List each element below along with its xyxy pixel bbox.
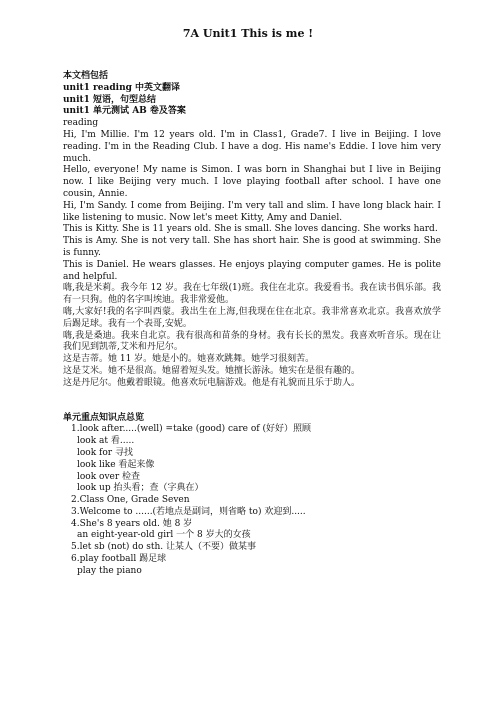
contents-item: unit1 单元测试 AB 卷及答案 — [63, 106, 186, 117]
summary-item: 6.play football 踢足球 — [71, 554, 167, 565]
reading-paragraph-en: Hi, I'm Millie. I'm 12 years old. I'm in Class1, Grade7. I live in Beijing. I love reading. I'm in the Reading Club. I have a dog. His name's Eddie. I love him very much. — [63, 129, 441, 164]
contents-header: 本文档包括 — [63, 71, 109, 81]
reading-paragraph-zh: 嗨,大家好!我的名字叫西蒙。我出生在上海,但我现在住在北京。我非常喜欢北京。我喜欢放学后踢足球。我有一个表哥,安妮。 — [63, 306, 441, 329]
section-spacer — [63, 390, 441, 413]
reading-paragraph-zh: 嗨,我是米莉。我今年 12 岁。我在七年级(1)班。我住在北京。我爱看书。我在读书俱乐部。我有一只狗。他的名字叫埃迪。我非常爱他。 — [63, 283, 441, 306]
reading-paragraph-en: This is Kitty. She is 11 years old. She is small. She loves dancing. She works hard. — [63, 224, 438, 235]
summary-item: 5.let sb (not) do sth. 让某人（不要）做某事 — [71, 542, 257, 553]
summary-item: 1.look after.....(well) =take (good) care of (好好）照顾 — [71, 424, 311, 435]
summary-item: 4.She's 8 years old. 她 8 岁 — [71, 518, 193, 529]
summary-item: play the piano — [77, 565, 142, 576]
summary-item: look for 寻找 — [77, 447, 133, 458]
document-title: 7A Unit1 This is me ! — [182, 27, 314, 40]
reading-paragraph-en: Hello, everyone! My name is Simon. I was born in Shanghai but I live in Beijing now. I like Beijing very much. I love playing football after school. I have one cousin, Annie. — [63, 165, 441, 199]
summary-item: 3.Welcome to ......(若地点是副词，则省略 to) 欢迎到..... — [71, 506, 306, 517]
summary-item: an eight-year-old girl 一个 8 岁大的女孩 — [77, 530, 251, 541]
reading-paragraph-zh: 这是吉蒂。她 11 岁。她是小的。她喜欢跳舞。她学习很刻苦。 — [63, 354, 315, 365]
summary-item: look over 检查 — [77, 471, 141, 482]
summary-item: look at 看..... — [77, 436, 135, 447]
reading-paragraph-en: This is Daniel. He wears glasses. He enjoys playing computer games. He is polite and helpful. — [63, 259, 441, 282]
summary-header: 单元重点知识点总览 — [63, 412, 145, 423]
reading-paragraph-en: This is Amy. She is not very tall. She has short hair. She is good at swimming. She is funny. — [63, 236, 441, 258]
reading-paragraph-en: Hi, I'm Sandy. I come from Beijing. I'm very tall and slim. I have long black hair. I like listening to music. Now let's meet Kitty, Amy and Daniel. — [63, 200, 441, 223]
contents-item: unit1 reading 中英文翻译 — [63, 82, 181, 93]
reading-paragraph-zh: 嗨,我是桑迪。我来自北京。我有很高和苗条的身材。我有长长的黑发。我喜欢听音乐。现在让我们见到凯蒂,艾米和丹尼尔。 — [63, 330, 441, 353]
reading-label: reading — [63, 118, 99, 129]
reading-paragraph-zh: 这是艾米。她不是很高。她留着短头发。她擅长游泳。她实在是很有趣的。 — [63, 365, 361, 376]
summary-item: 2.Class One, Grade Seven — [71, 495, 190, 506]
summary-item: look like 看起来像 — [77, 459, 155, 470]
document-body — [63, 71, 441, 578]
contents-item: unit1 短语，句型总结 — [63, 94, 157, 105]
reading-paragraph-zh: 这是丹尼尔。他戴着眼镜。他喜欢玩电脑游戏。他是有礼貌而且乐于助人。 — [63, 377, 361, 388]
summary-item: look up 抬头看；查（字典在） — [77, 483, 204, 494]
summary-list — [63, 424, 441, 577]
